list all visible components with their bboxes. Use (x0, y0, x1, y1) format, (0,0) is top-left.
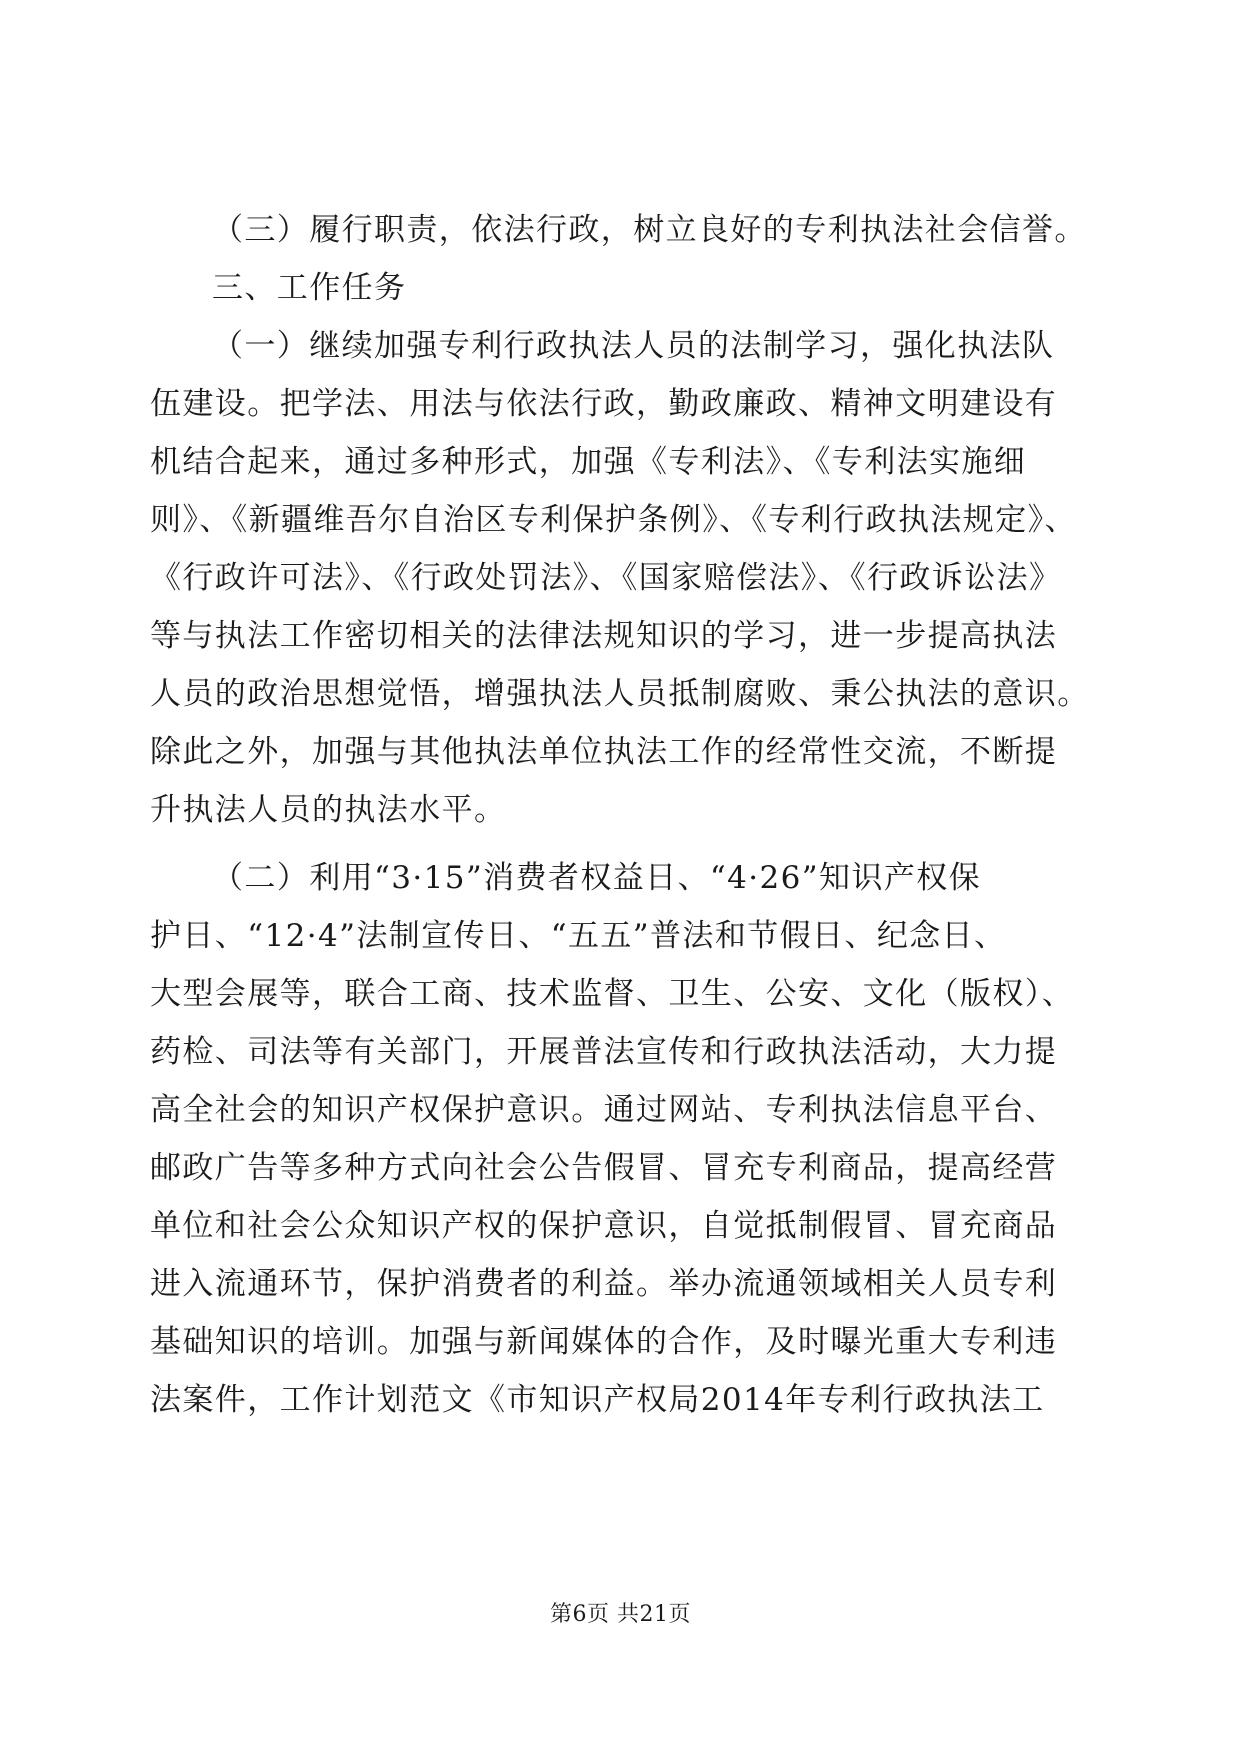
paragraph-line: 法案件，工作计划范文《市知识产权局2014年专利行政执法工 (150, 1382, 1045, 1418)
paragraph-line: 人员的政治思想觉悟，增强执法人员抵制腐败、秉公执法的意识。 (150, 676, 1090, 712)
paragraph-line: 伍建设。把学法、用法与依法行政，勤政廉政、精神文明建设有 (150, 386, 1058, 422)
paragraph-line: 机结合起来，通过多种形式，加强《专利法》、《专利法实施细 (150, 444, 1027, 480)
paragraph-line: 等与执法工作密切相关的法律法规知识的学习，进一步提高执法 (150, 618, 1058, 654)
section-heading: 三、工作任务 (212, 270, 407, 306)
paragraph-line: 药检、司法等有关部门，开展普法宣传和行政执法活动，大力提 (150, 1034, 1058, 1070)
page-number-footer: 第6页 共21页 (550, 1602, 691, 1627)
paragraph-line: （三）履行职责，依法行政，树立良好的专利执法社会信誉。 (212, 212, 1087, 248)
paragraph-line: 大型会展等，联合工商、技术监督、卫生、公安、文化（版权）、 (150, 976, 1075, 1012)
paragraph-line: 邮政广告等多种方式向社会公告假冒、冒充专利商品，提高经营 (150, 1150, 1058, 1186)
paragraph-line: 高全社会的知识产权保护意识。通过网站、专利执法信息平台、 (150, 1092, 1058, 1128)
paragraph-line: （二）利用“3·15”消费者权益日、“4·26”知识产权保 (212, 860, 982, 896)
paragraph-line: 进入流通环节，保护消费者的利益。举办流通领域相关人员专利 (150, 1266, 1058, 1302)
paragraph-line: 升执法人员的执法水平。 (150, 792, 507, 828)
paragraph-line: 《行政许可法》、《行政处罚法》、《国家赔偿法》、《行政诉讼法》 (150, 560, 1062, 596)
paragraph-line: （一）继续加强专利行政执法人员的法制学习，强化执法队 (212, 328, 1055, 364)
paragraph-line: 基础知识的培训。加强与新闻媒体的合作，及时曝光重大专利违 (150, 1324, 1058, 1360)
paragraph-line: 单位和社会公众知识产权的保护意识，自觉抵制假冒、冒充商品 (150, 1208, 1058, 1244)
paragraph-line: 除此之外，加强与其他执法单位执法工作的经常性交流，不断提 (150, 734, 1058, 770)
paragraph-line: 则》、《新疆维吾尔自治区专利保护条例》、《专利行政执法规定》、 (150, 502, 1077, 538)
paragraph-line: 护日、“12·4”法制宣传日、“五五”普法和节假日、纪念日、 (150, 918, 1007, 954)
